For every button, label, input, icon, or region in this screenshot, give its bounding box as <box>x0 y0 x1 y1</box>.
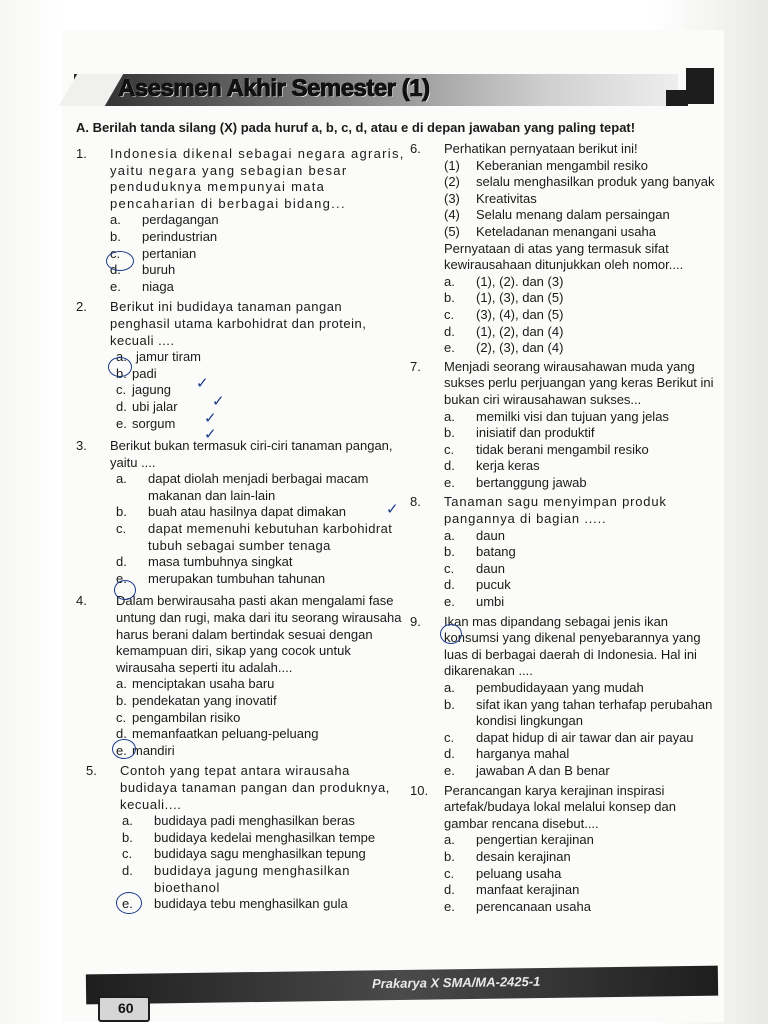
option-e[interactable]: e. mandiri <box>116 742 175 758</box>
option-d[interactable]: d. (1), (2), dan (4) <box>444 323 564 339</box>
question-number: 7. <box>410 358 421 374</box>
question-text: Ikan mas dipandang sebagai jenis ikan konsumsi yang dikenal penyebarannya yang luas di berbagai daerah di Indonesia. Hal ini dikarenakan .... <box>444 613 701 679</box>
option-b[interactable]: b. inisiatif dan produktif <box>444 425 595 441</box>
question-6 <box>410 141 720 357</box>
title-banner <box>74 74 714 106</box>
option-d[interactable]: d. harganya mahal <box>444 746 570 762</box>
option-c[interactable]: c. pengambilan risiko <box>116 709 241 725</box>
option-a[interactable]: a. (1), (2). dan (3) <box>444 273 564 289</box>
option-b[interactable]: b. desain kerajinan <box>444 848 571 864</box>
checkmark-icon: ✓ <box>204 409 217 427</box>
question-number: 10. <box>410 782 429 798</box>
question-8 <box>410 494 720 610</box>
option-c[interactable]: c. pertanian <box>110 245 197 261</box>
option-d[interactable]: d. budidaya jagung menghasilkan bioethanol <box>122 862 351 895</box>
question-text: Tanaman sagu menyimpan produk pangannya di bagian ..... <box>444 494 667 527</box>
page-title: Asesmen Akhir Semester (1) <box>118 75 430 102</box>
question-number: 1. <box>76 146 87 161</box>
option-a[interactable]: a. pembudidayaan yang mudah <box>444 680 644 695</box>
option-b[interactable]: b. perindustrian <box>110 228 218 244</box>
answer-circle-q8-e <box>440 624 462 644</box>
option-b[interactable]: b. budidaya kedelai menghasilkan tempe <box>122 829 376 845</box>
option-e[interactable]: e. niaga <box>110 278 174 294</box>
option-b[interactable]: b. batang <box>444 544 516 560</box>
question-text: Contoh yang tepat antara wirausaha budidaya tanaman pangan dan produknya, kecuali.... <box>120 763 390 812</box>
question-text: Berikut ini budidaya tanaman pangan penghasil utama karbohidrat dan protein, kecuali .... <box>110 299 367 348</box>
option-a[interactable]: a. pengertian kerajinan <box>444 832 594 848</box>
book-title-footer: Prakarya X SMA/MA-2425-1 <box>371 973 541 992</box>
question-7 <box>410 359 720 492</box>
option-a[interactable]: a. jamur tiram <box>116 349 202 365</box>
option-e[interactable]: e. jawaban A dan B benar <box>444 762 610 778</box>
statement-1: (1) Keberanian mengambil resiko <box>444 157 648 173</box>
option-c[interactable]: c. peluang usaha <box>444 865 562 881</box>
right-column <box>410 141 720 915</box>
option-a[interactable]: a. budidaya padi menghasilkan beras <box>122 813 355 829</box>
question-text: Indonesia dikenal sebagai negara agraris, yaitu negara yang sebagian besar penduduknya mempunyai mata pencaharian di berbagai bidang... <box>110 146 405 211</box>
answer-circle-q4-c <box>112 739 136 759</box>
statement-2: (2) selalu menghasilkan produk yang banyak <box>444 174 715 190</box>
question-3 <box>76 438 406 587</box>
option-a[interactable]: a. perdagangan <box>110 212 219 228</box>
answer-circle-q3-d <box>114 580 136 600</box>
answer-circle-q2-a <box>108 357 132 377</box>
page-number: 60 <box>118 1000 134 1016</box>
option-e[interactable]: e. bertanggung jawab <box>444 474 587 490</box>
option-b[interactable]: b. padi <box>116 365 157 381</box>
option-c[interactable]: c. tidak berani mengambil resiko <box>444 441 649 457</box>
question-10 <box>410 783 720 916</box>
question-text: Perhatikan pernyataan berikut ini! <box>444 141 638 156</box>
checkmark-icon: ✓ <box>386 500 399 518</box>
option-e[interactable]: e. sorgum <box>116 415 176 431</box>
checkmark-icon: ✓ <box>212 392 225 410</box>
question-1 <box>76 146 406 295</box>
option-a[interactable]: a. menciptakan usaha baru <box>116 676 275 692</box>
question-number: 6. <box>410 141 421 156</box>
question-number: 2. <box>76 299 87 315</box>
option-e[interactable]: e. merupakan tumbuhan tahunan <box>116 570 326 586</box>
option-d[interactable]: d. manfaat kerajinan <box>444 882 580 898</box>
option-c[interactable]: c. (3), (4), dan (5) <box>444 306 564 322</box>
corner-block-decoration-small <box>666 90 688 106</box>
question-4 <box>76 593 406 759</box>
option-d[interactable]: d. memanfaatkan peluang-peluang <box>116 726 319 742</box>
corner-block-decoration <box>686 68 714 104</box>
option-a[interactable]: a. memilki visi dan tujuan yang jelas <box>444 408 669 424</box>
option-e[interactable]: e. (2), (3), dan (4) <box>444 340 564 356</box>
option-e[interactable]: e. perencanaan usaha <box>444 898 591 914</box>
option-b[interactable]: b. pendekatan yang inovatif <box>116 693 277 708</box>
option-a[interactable]: a. dapat diolah menjadi berbagai macam makanan dan lain-lain <box>116 471 369 503</box>
option-c[interactable]: c. dapat memenuhi kebutuhan karbohidrat tubuh sebagai sumber tenaga <box>116 521 393 553</box>
statement-3: (3) Kreativitas <box>444 190 537 206</box>
question-text: Berikut bukan termasuk ciri-ciri tanaman pangan, yaitu .... <box>110 438 393 470</box>
question-5 <box>76 763 406 912</box>
option-c[interactable]: c. jagung <box>116 382 172 398</box>
option-d[interactable]: d. masa tumbuhnya singkat <box>116 554 293 570</box>
section-instruction: A. Berilah tanda silang (X) pada huruf a, b, c, d, atau e di depan jawaban yang paling tepat! <box>76 120 636 135</box>
question-text-continued: Pernyataan di atas yang termasuk sifat kewirausahaan ditunjukkan oleh nomor.... <box>444 240 684 273</box>
option-d[interactable]: d. ubi jalar <box>116 398 178 414</box>
question-number: 8. <box>410 494 421 510</box>
option-d[interactable]: d. kerja keras <box>444 458 540 474</box>
checkmark-icon: ✓ <box>196 374 209 392</box>
question-number: 3. <box>76 438 87 454</box>
option-b[interactable]: b. (1), (3), dan (5) <box>444 290 564 306</box>
option-c[interactable]: c. daun <box>444 560 505 576</box>
question-number: 9. <box>410 613 421 629</box>
option-b[interactable]: b. sifat ikan yang tahan terhafap perubahan kondisi lingkungan <box>444 696 713 729</box>
option-c[interactable]: c. budidaya sagu menghasilkan tepung <box>122 846 366 862</box>
option-d[interactable]: d. pucuk <box>444 577 511 593</box>
question-number: 5. <box>86 763 97 779</box>
answer-circle-q1-c <box>106 251 134 271</box>
option-d[interactable]: d. buruh <box>110 262 176 278</box>
option-b[interactable]: b. buah atau hasilnya dapat dimakan <box>116 504 347 520</box>
answer-circle-q5-d <box>116 892 142 914</box>
checkmark-icon: ✓ <box>204 425 217 443</box>
statement-5: (5) Keteladanan menangani usaha <box>444 223 656 239</box>
question-text: Menjadi seorang wirausahawan muda yang sukses perlu perjuangan yang keras Berikut ini bukan ciri wirausahawan sukses... <box>444 358 714 407</box>
question-text: Dalam berwirausaha pasti akan mengalami fase untung dan rugi, maka dari itu seorang wirausaha harus berani dalam bertindak sesuai dengan kemampuan diri, sikap yang cocok untuk wirausaha seperti itu adalah.... <box>116 593 402 675</box>
statement-4: (4) Selalu menang dalam persaingan <box>444 207 670 223</box>
option-e[interactable]: e. budidaya tebu menghasilkan gula <box>122 896 348 912</box>
question-text: Perancangan karya kerajinan inspirasi artefak/budaya lokal melalui konsep dan gambar rencana disebut.... <box>444 782 676 831</box>
question-number: 4. <box>76 593 87 609</box>
option-c[interactable]: c. dapat hidup di air tawar dan air payau <box>444 729 694 745</box>
option-e[interactable]: e. umbi <box>444 594 505 610</box>
option-a[interactable]: a. daun <box>444 527 505 543</box>
